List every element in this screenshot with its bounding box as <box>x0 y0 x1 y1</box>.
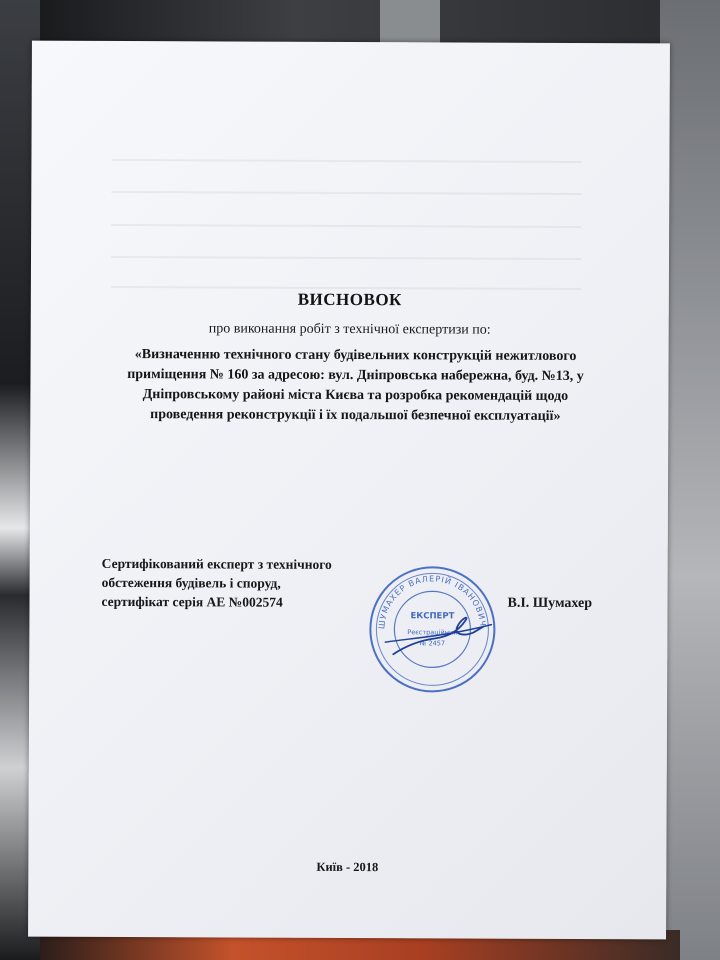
stamp-center-title: ЕКСПЕРТ <box>410 611 455 622</box>
show-through-line <box>111 224 581 228</box>
show-through-line <box>111 256 581 260</box>
expert-line: обстеження будівель і споруд, <box>101 574 281 591</box>
expert-line: Сертифікований експерт з технічного <box>101 555 332 572</box>
document-footer-city-year: Київ - 2018 <box>316 859 379 875</box>
document-description <box>100 345 610 427</box>
stamp-center-label: Реєстраційний <box>407 628 458 637</box>
expert-credentials <box>101 554 371 612</box>
document-subtitle: про виконання робіт з технічної експертизи по: <box>208 321 491 338</box>
expert-line: сертифікат серія АЕ №002574 <box>101 593 283 610</box>
background-light-patch <box>380 0 440 48</box>
description-line: «Визначенню технічного стану будівельних конструкцій нежитлового <box>134 347 577 364</box>
show-through-line <box>111 191 581 195</box>
show-through-line <box>111 159 581 163</box>
document-title: ВИСНОВОК <box>297 289 402 310</box>
stamp-center-number: № 2457 <box>419 639 446 648</box>
description-line: проведення реконструкції і їх подальшої безпечної експлуатації» <box>150 407 561 424</box>
round-stamp-seal <box>365 562 500 697</box>
description-line: Дніпровському районі міста Києва та розробка рекомендацій щодо <box>142 387 569 404</box>
svg-text:ШУМАХЕР ВАЛЕРІЙ ІВАНОВИЧ <box>377 574 487 630</box>
stamp-ring-text: ШУМАХЕР ВАЛЕРІЙ ІВАНОВИЧ <box>377 574 488 630</box>
document-sheet <box>28 41 670 940</box>
description-line: приміщення № 160 за адресою: вул. Дніпровська набережна, буд. №13, у <box>127 367 584 385</box>
signer-name: В.І. Шумахер <box>507 595 593 612</box>
